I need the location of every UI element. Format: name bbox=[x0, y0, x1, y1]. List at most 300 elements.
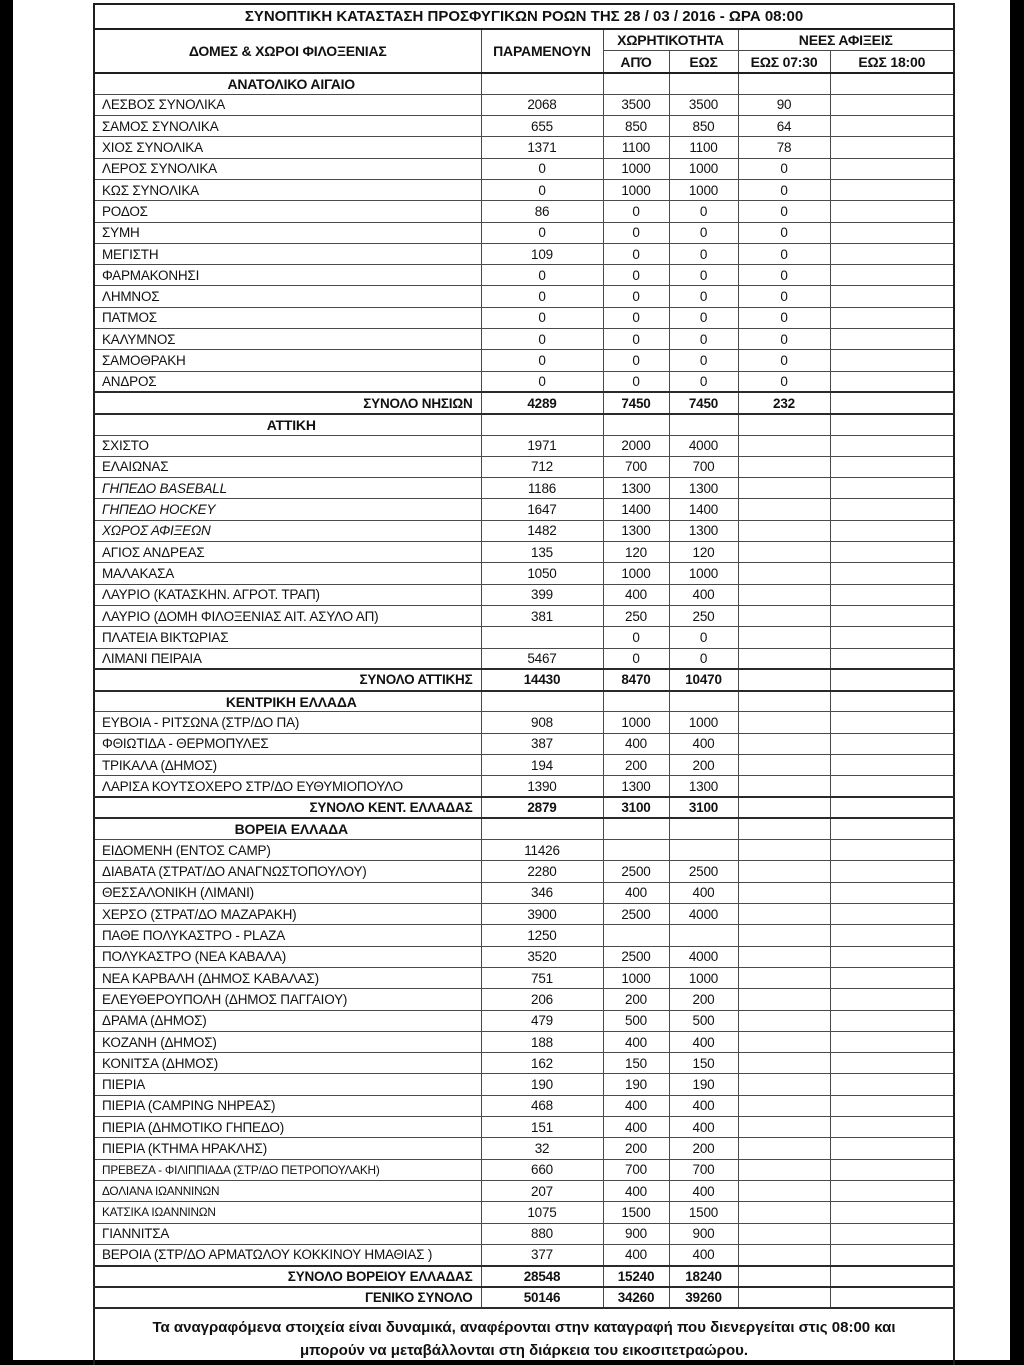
remaining-cell: 655 bbox=[481, 116, 603, 137]
arrivals-1800-cell bbox=[830, 691, 954, 712]
capacity-from-cell: 400 bbox=[603, 1095, 669, 1116]
table-row bbox=[94, 967, 954, 988]
total-row bbox=[94, 1266, 954, 1287]
capacity-from-cell: 200 bbox=[603, 1138, 669, 1159]
arrivals-1800-cell bbox=[830, 712, 954, 733]
remaining-cell: 32 bbox=[481, 1138, 603, 1159]
grand-total-row bbox=[94, 1287, 954, 1308]
arrivals-1800-cell bbox=[830, 946, 954, 967]
table-row bbox=[94, 882, 954, 903]
capacity-from-cell: 0 bbox=[603, 329, 669, 350]
site-name-cell: ΠΙΕΡΙΑ (CAMPING ΝΗΡΕΑΣ) bbox=[94, 1095, 481, 1116]
remaining-cell: 1371 bbox=[481, 137, 603, 158]
site-name-cell: ΛΑΡΙΣΑ ΚΟΥΤΣΟΧΕΡΟ ΣΤΡ/ΔΟ ΕΥΘΥΜΙΟΠΟΥΛΟ bbox=[94, 776, 481, 797]
table-row bbox=[94, 840, 954, 861]
capacity-from-cell: 0 bbox=[603, 371, 669, 392]
capacity-to-cell: 7450 bbox=[669, 392, 738, 413]
arrivals-1800-cell bbox=[830, 350, 954, 371]
capacity-from-cell: 400 bbox=[603, 1180, 669, 1201]
section-header-row bbox=[94, 414, 954, 435]
capacity-to-cell: 200 bbox=[669, 989, 738, 1010]
arrivals-0730-cell bbox=[738, 499, 830, 520]
arrivals-0730-cell bbox=[738, 776, 830, 797]
site-name-cell: ΓΗΠΕΔΟ BASEBALL bbox=[94, 478, 481, 499]
site-name-cell: ΕΛΑΙΩΝΑΣ bbox=[94, 456, 481, 477]
site-name-cell: ΠΟΛΥΚΑΣΤΡΟ (ΝΕΑ ΚΑΒΑΛΑ) bbox=[94, 946, 481, 967]
remaining-cell: 3520 bbox=[481, 946, 603, 967]
site-name-cell: ΝΕΑ ΚΑΡΒΑΛΗ (ΔΗΜΟΣ ΚΑΒΑΛΑΣ) bbox=[94, 967, 481, 988]
remaining-cell: 1250 bbox=[481, 925, 603, 946]
table-row bbox=[94, 584, 954, 605]
site-name-cell: ΛΙΜΑΝΙ ΠΕΙΡΑΙΑ bbox=[94, 648, 481, 669]
arrivals-0730-cell bbox=[738, 1138, 830, 1159]
arrivals-1800-cell bbox=[830, 137, 954, 158]
remaining-cell: 190 bbox=[481, 1074, 603, 1095]
site-name-cell: ΚΟΖΑΝΗ (ΔΗΜΟΣ) bbox=[94, 1031, 481, 1052]
remaining-cell: 479 bbox=[481, 1010, 603, 1031]
remaining-cell: 1482 bbox=[481, 520, 603, 541]
capacity-from-cell: 3500 bbox=[603, 94, 669, 115]
arrivals-1800-cell bbox=[830, 265, 954, 286]
capacity-to-cell: 190 bbox=[669, 1074, 738, 1095]
capacity-to-cell: 18240 bbox=[669, 1266, 738, 1287]
capacity-from-cell: 120 bbox=[603, 542, 669, 563]
arrivals-1800-cell bbox=[830, 669, 954, 690]
arrivals-0730-cell bbox=[738, 605, 830, 626]
remaining-cell: 0 bbox=[481, 158, 603, 179]
capacity-to-cell: 3100 bbox=[669, 797, 738, 818]
site-name-cell: ΛΕΡΟΣ ΣΥΝΟΛΙΚΑ bbox=[94, 158, 481, 179]
arrivals-1800-cell bbox=[830, 1095, 954, 1116]
capacity-from-cell: 400 bbox=[603, 882, 669, 903]
arrivals-0730-cell bbox=[738, 584, 830, 605]
site-name-cell: ΑΤΤΙΚΗ bbox=[94, 414, 481, 435]
capacity-from-cell: 1000 bbox=[603, 179, 669, 200]
arrivals-1800-cell bbox=[830, 904, 954, 925]
remaining-cell: 0 bbox=[481, 265, 603, 286]
arrivals-0730-cell: 64 bbox=[738, 116, 830, 137]
capacity-from-cell: 1500 bbox=[603, 1202, 669, 1223]
arrivals-1800-cell bbox=[830, 1244, 954, 1265]
capacity-from-cell: 900 bbox=[603, 1223, 669, 1244]
capacity-from-cell: 8470 bbox=[603, 669, 669, 690]
arrivals-0730-cell bbox=[738, 1287, 830, 1308]
site-name-cell: ΔΙΑΒΑΤΑ (ΣΤΡΑΤ/ΔΟ ΑΝΑΓΝΩΣΤΟΠΟΥΛΟΥ) bbox=[94, 861, 481, 882]
arrivals-0730-cell bbox=[738, 73, 830, 94]
arrivals-0730-cell bbox=[738, 1095, 830, 1116]
capacity-from-cell: 400 bbox=[603, 1117, 669, 1138]
site-name-cell: ΛΑΥΡΙΟ (ΔΟΜΗ ΦΙΛΟΞΕΝΙΑΣ ΑΙΤ. ΑΣΥΛΟ ΑΠ) bbox=[94, 605, 481, 626]
arrivals-0730-cell bbox=[738, 967, 830, 988]
table-row bbox=[94, 989, 954, 1010]
remaining-cell: 0 bbox=[481, 307, 603, 328]
arrivals-0730-cell bbox=[738, 1244, 830, 1265]
arrivals-0730-cell: 0 bbox=[738, 329, 830, 350]
capacity-to-cell: 400 bbox=[669, 1244, 738, 1265]
capacity-to-cell: 0 bbox=[669, 307, 738, 328]
remaining-cell: 3900 bbox=[481, 904, 603, 925]
site-name-cell: ΣΑΜΟΘΡΑΚΗ bbox=[94, 350, 481, 371]
capacity-to-cell: 1500 bbox=[669, 1202, 738, 1223]
capacity-from-cell: 700 bbox=[603, 456, 669, 477]
arrivals-0730-cell bbox=[738, 1031, 830, 1052]
arrivals-1800-cell bbox=[830, 329, 954, 350]
site-name-cell: ΕΙΔΟΜΕΝΗ (ΕΝΤΟΣ CAMP) bbox=[94, 840, 481, 861]
table-row bbox=[94, 776, 954, 797]
arrivals-0730-cell bbox=[738, 904, 830, 925]
site-name-cell: ΠΙΕΡΙΑ (ΚΤΗΜΑ ΗΡΑΚΛΗΣ) bbox=[94, 1138, 481, 1159]
arrivals-0730-cell bbox=[738, 563, 830, 584]
remaining-cell: 880 bbox=[481, 1223, 603, 1244]
capacity-from-cell: 2500 bbox=[603, 904, 669, 925]
arrivals-1800-cell bbox=[830, 73, 954, 94]
table-row bbox=[94, 1053, 954, 1074]
remaining-cell bbox=[481, 414, 603, 435]
capacity-to-cell: 0 bbox=[669, 350, 738, 371]
capacity-to-cell: 400 bbox=[669, 1031, 738, 1052]
capacity-from-cell: 0 bbox=[603, 648, 669, 669]
arrivals-0730-cell bbox=[738, 818, 830, 839]
site-name-cell: ΦΑΡΜΑΚΟΝΗΣΙ bbox=[94, 265, 481, 286]
capacity-from-cell bbox=[603, 73, 669, 94]
arrivals-0730-cell bbox=[738, 733, 830, 754]
arrivals-1800-cell bbox=[830, 1053, 954, 1074]
total-row bbox=[94, 797, 954, 818]
arrivals-0730-cell bbox=[738, 755, 830, 776]
remaining-cell: 194 bbox=[481, 755, 603, 776]
arrivals-0730-cell: 0 bbox=[738, 371, 830, 392]
site-name-cell: ΓΙΑΝΝΙΤΣΑ bbox=[94, 1223, 481, 1244]
capacity-to-cell: 0 bbox=[669, 201, 738, 222]
capacity-from-cell bbox=[603, 414, 669, 435]
site-name-cell: ΛΕΣΒΟΣ ΣΥΝΟΛΙΚΑ bbox=[94, 94, 481, 115]
arrivals-1800-cell bbox=[830, 478, 954, 499]
site-name-cell: ΠΑΘΕ ΠΟΛΥΚΑΣΤΡΟ - PLAZA bbox=[94, 925, 481, 946]
remaining-cell: 1971 bbox=[481, 435, 603, 456]
arrivals-0730-cell bbox=[738, 691, 830, 712]
site-name-cell: ΕΥΒΟΙΑ - ΡΙΤΣΩΝΑ (ΣΤΡ/ΔΟ ΠΑ) bbox=[94, 712, 481, 733]
arrivals-1800-cell bbox=[830, 1138, 954, 1159]
site-name-cell: ΦΘΙΩΤΙΔΑ - ΘΕΡΜΟΠΥΛΕΣ bbox=[94, 733, 481, 754]
arrivals-1800-cell bbox=[830, 456, 954, 477]
arrivals-1800-cell bbox=[830, 371, 954, 392]
arrivals-1800-cell bbox=[830, 1287, 954, 1308]
capacity-from-cell bbox=[603, 925, 669, 946]
arrivals-1800-cell bbox=[830, 797, 954, 818]
site-name-cell: ΔΟΛΙΑΝΑ ΙΩΑΝΝΙΝΩΝ bbox=[94, 1180, 481, 1201]
arrivals-1800-cell bbox=[830, 967, 954, 988]
remaining-cell: 399 bbox=[481, 584, 603, 605]
table-row bbox=[94, 179, 954, 200]
table-row bbox=[94, 946, 954, 967]
arrivals-1800-cell bbox=[830, 94, 954, 115]
table-row bbox=[94, 243, 954, 264]
arrivals-0730-cell: 0 bbox=[738, 243, 830, 264]
site-name-cell: ΧΩΡΟΣ ΑΦΙΞΕΩΝ bbox=[94, 520, 481, 541]
remaining-cell: 1050 bbox=[481, 563, 603, 584]
arrivals-0730-cell bbox=[738, 478, 830, 499]
arrivals-0730-cell: 0 bbox=[738, 158, 830, 179]
capacity-to-cell: 1400 bbox=[669, 499, 738, 520]
arrivals-0730-cell bbox=[738, 520, 830, 541]
remaining-cell: 207 bbox=[481, 1180, 603, 1201]
capacity-from-cell bbox=[603, 840, 669, 861]
capacity-from-cell: 400 bbox=[603, 733, 669, 754]
arrivals-1800-cell bbox=[830, 1159, 954, 1180]
capacity-from-cell: 2500 bbox=[603, 861, 669, 882]
table-row bbox=[94, 1223, 954, 1244]
arrivals-1800-cell bbox=[830, 989, 954, 1010]
footnote-row bbox=[94, 1308, 954, 1365]
col-header-structures: ΔΟΜΕΣ & ΧΩΡΟΙ ΦΙΛΟΞΕΝΙΑΣ bbox=[94, 29, 481, 73]
capacity-to-cell: 10470 bbox=[669, 669, 738, 690]
arrivals-1800-cell bbox=[830, 1031, 954, 1052]
capacity-to-cell: 400 bbox=[669, 584, 738, 605]
remaining-cell: 2068 bbox=[481, 94, 603, 115]
remaining-cell: 5467 bbox=[481, 648, 603, 669]
arrivals-0730-cell bbox=[738, 1159, 830, 1180]
capacity-to-cell: 1000 bbox=[669, 179, 738, 200]
table-row bbox=[94, 712, 954, 733]
table-row bbox=[94, 1202, 954, 1223]
table-row bbox=[94, 222, 954, 243]
table-row bbox=[94, 542, 954, 563]
arrivals-0730-cell bbox=[738, 712, 830, 733]
site-name-cell: ΣΥΝΟΛΟ ΑΤΤΙΚΗΣ bbox=[94, 669, 481, 690]
table-row bbox=[94, 94, 954, 115]
site-name-cell: ΧΙΟΣ ΣΥΝΟΛΙΚΑ bbox=[94, 137, 481, 158]
capacity-to-cell: 1000 bbox=[669, 712, 738, 733]
remaining-cell: 712 bbox=[481, 456, 603, 477]
arrivals-1800-cell bbox=[830, 286, 954, 307]
capacity-to-cell: 1000 bbox=[669, 563, 738, 584]
remaining-cell: 151 bbox=[481, 1117, 603, 1138]
site-name-cell: ΓΗΠΕΔΟ HOCKEY bbox=[94, 499, 481, 520]
capacity-to-cell: 0 bbox=[669, 648, 738, 669]
capacity-from-cell: 1000 bbox=[603, 712, 669, 733]
table-row bbox=[94, 520, 954, 541]
remaining-cell bbox=[481, 627, 603, 648]
arrivals-1800-cell bbox=[830, 776, 954, 797]
arrivals-1800-cell bbox=[830, 392, 954, 413]
site-name-cell: ΚΕΝΤΡΙΚΗ ΕΛΛΑΔΑ bbox=[94, 691, 481, 712]
capacity-from-cell: 1300 bbox=[603, 776, 669, 797]
capacity-from-cell: 1400 bbox=[603, 499, 669, 520]
site-name-cell: ΛΗΜΝΟΣ bbox=[94, 286, 481, 307]
capacity-from-cell: 0 bbox=[603, 627, 669, 648]
capacity-to-cell: 1300 bbox=[669, 520, 738, 541]
capacity-from-cell: 0 bbox=[603, 350, 669, 371]
table-row bbox=[94, 1010, 954, 1031]
arrivals-0730-cell bbox=[738, 925, 830, 946]
remaining-cell: 14430 bbox=[481, 669, 603, 690]
col-header-capacity-from: ΑΠΌ bbox=[603, 51, 669, 74]
remaining-cell: 188 bbox=[481, 1031, 603, 1052]
site-name-cell: ΣΥΝΟΛΟ ΝΗΣΙΩΝ bbox=[94, 392, 481, 413]
capacity-from-cell: 7450 bbox=[603, 392, 669, 413]
capacity-to-cell bbox=[669, 840, 738, 861]
table-row bbox=[94, 904, 954, 925]
arrivals-0730-cell bbox=[738, 1074, 830, 1095]
remaining-cell: 0 bbox=[481, 286, 603, 307]
remaining-cell: 11426 bbox=[481, 840, 603, 861]
arrivals-0730-cell bbox=[738, 542, 830, 563]
remaining-cell: 0 bbox=[481, 222, 603, 243]
arrivals-1800-cell bbox=[830, 499, 954, 520]
remaining-cell: 86 bbox=[481, 201, 603, 222]
arrivals-1800-cell bbox=[830, 116, 954, 137]
total-row bbox=[94, 669, 954, 690]
table-row bbox=[94, 201, 954, 222]
table-row bbox=[94, 137, 954, 158]
arrivals-1800-cell bbox=[830, 1180, 954, 1201]
site-name-cell: ΒΟΡΕΙΑ ΕΛΛΑΔΑ bbox=[94, 818, 481, 839]
capacity-from-cell: 0 bbox=[603, 307, 669, 328]
arrivals-0730-cell bbox=[738, 1180, 830, 1201]
capacity-to-cell: 0 bbox=[669, 371, 738, 392]
capacity-to-cell: 850 bbox=[669, 116, 738, 137]
arrivals-1800-cell bbox=[830, 861, 954, 882]
arrivals-0730-cell bbox=[738, 861, 830, 882]
capacity-to-cell: 2500 bbox=[669, 861, 738, 882]
col-header-until-0730: ΕΩΣ 07:30 bbox=[738, 51, 830, 74]
capacity-to-cell: 3500 bbox=[669, 94, 738, 115]
remaining-cell: 0 bbox=[481, 350, 603, 371]
arrivals-0730-cell: 0 bbox=[738, 179, 830, 200]
col-header-capacity: ΧΩΡΗΤΙΚΟΤΗΤΑ bbox=[603, 29, 738, 51]
arrivals-1800-cell bbox=[830, 648, 954, 669]
table-row bbox=[94, 265, 954, 286]
table-row bbox=[94, 605, 954, 626]
arrivals-0730-cell bbox=[738, 669, 830, 690]
table-row bbox=[94, 1244, 954, 1265]
capacity-to-cell: 1300 bbox=[669, 776, 738, 797]
remaining-cell: 468 bbox=[481, 1095, 603, 1116]
remaining-cell: 206 bbox=[481, 989, 603, 1010]
capacity-from-cell: 1000 bbox=[603, 967, 669, 988]
arrivals-0730-cell: 0 bbox=[738, 350, 830, 371]
remaining-cell: 28548 bbox=[481, 1266, 603, 1287]
section-header-row bbox=[94, 818, 954, 839]
table-row bbox=[94, 350, 954, 371]
capacity-from-cell: 700 bbox=[603, 1159, 669, 1180]
capacity-from-cell: 400 bbox=[603, 1244, 669, 1265]
capacity-from-cell: 850 bbox=[603, 116, 669, 137]
capacity-from-cell bbox=[603, 818, 669, 839]
remaining-cell: 2879 bbox=[481, 797, 603, 818]
capacity-to-cell: 0 bbox=[669, 265, 738, 286]
site-name-cell: ΑΝΑΤΟΛΙΚΟ ΑΙΓΑΙΟ bbox=[94, 73, 481, 94]
capacity-from-cell: 3100 bbox=[603, 797, 669, 818]
arrivals-0730-cell bbox=[738, 840, 830, 861]
arrivals-1800-cell bbox=[830, 584, 954, 605]
arrivals-0730-cell: 90 bbox=[738, 94, 830, 115]
capacity-from-cell: 2000 bbox=[603, 435, 669, 456]
table-row bbox=[94, 861, 954, 882]
refugee-flows-table bbox=[93, 3, 955, 1365]
table-row bbox=[94, 648, 954, 669]
arrivals-0730-cell bbox=[738, 1010, 830, 1031]
capacity-to-cell: 4000 bbox=[669, 946, 738, 967]
arrivals-0730-cell: 0 bbox=[738, 222, 830, 243]
capacity-from-cell: 0 bbox=[603, 201, 669, 222]
site-name-cell: ΠΡΕΒΕΖΑ - ΦΙΛΙΠΠΙΑΔΑ (ΣΤΡ/ΔΟ ΠΕΤΡΟΠΟΥΛΑΚΗ) bbox=[94, 1159, 481, 1180]
arrivals-1800-cell bbox=[830, 158, 954, 179]
capacity-to-cell: 120 bbox=[669, 542, 738, 563]
site-name-cell: ΠΛΑΤΕΙΑ ΒΙΚΤΩΡΙΑΣ bbox=[94, 627, 481, 648]
arrivals-0730-cell bbox=[738, 797, 830, 818]
total-row bbox=[94, 392, 954, 413]
site-name-cell: ΡΟΔΟΣ bbox=[94, 201, 481, 222]
remaining-cell: 1075 bbox=[481, 1202, 603, 1223]
table-row bbox=[94, 499, 954, 520]
arrivals-0730-cell bbox=[738, 1053, 830, 1074]
site-name-cell: ΣΧΙΣΤΟ bbox=[94, 435, 481, 456]
site-name-cell: ΑΝΔΡΟΣ bbox=[94, 371, 481, 392]
arrivals-1800-cell bbox=[830, 520, 954, 541]
col-header-new-arrivals: ΝΕΕΣ ΑΦΙΞΕΙΣ bbox=[738, 29, 954, 51]
site-name-cell: ΘΕΣΣΑΛΟΝΙΚΗ (ΛΙΜΑΝΙ) bbox=[94, 882, 481, 903]
remaining-cell: 1186 bbox=[481, 478, 603, 499]
capacity-to-cell: 0 bbox=[669, 627, 738, 648]
site-name-cell: ΚΑΤΣΙΚΑ ΙΩΑΝΝΙΝΩΝ bbox=[94, 1202, 481, 1223]
site-name-cell: ΤΡΙΚΑΛΑ (ΔΗΜΟΣ) bbox=[94, 755, 481, 776]
capacity-from-cell: 200 bbox=[603, 989, 669, 1010]
arrivals-0730-cell bbox=[738, 946, 830, 967]
capacity-from-cell: 250 bbox=[603, 605, 669, 626]
arrivals-0730-cell: 0 bbox=[738, 201, 830, 222]
arrivals-0730-cell: 0 bbox=[738, 286, 830, 307]
capacity-from-cell: 34260 bbox=[603, 1287, 669, 1308]
arrivals-0730-cell bbox=[738, 1266, 830, 1287]
title-row bbox=[94, 4, 954, 29]
site-name-cell: ΣΥΜΗ bbox=[94, 222, 481, 243]
table-row bbox=[94, 456, 954, 477]
table-row bbox=[94, 307, 954, 328]
capacity-to-cell: 1000 bbox=[669, 158, 738, 179]
site-name-cell: ΣΑΜΟΣ ΣΥΝΟΛΙΚΑ bbox=[94, 116, 481, 137]
site-name-cell: ΒΕΡΟΙΑ (ΣΤΡ/ΔΟ ΑΡΜΑΤΩΛΟΥ ΚΟΚΚΙΝΟΥ ΗΜΑΘΙΑΣ ) bbox=[94, 1244, 481, 1265]
arrivals-0730-cell bbox=[738, 648, 830, 669]
remaining-cell: 751 bbox=[481, 967, 603, 988]
remaining-cell: 0 bbox=[481, 179, 603, 200]
arrivals-0730-cell bbox=[738, 1117, 830, 1138]
table-row bbox=[94, 158, 954, 179]
arrivals-1800-cell bbox=[830, 840, 954, 861]
site-name-cell: ΜΕΓΙΣΤΗ bbox=[94, 243, 481, 264]
capacity-from-cell: 2500 bbox=[603, 946, 669, 967]
section-header-row bbox=[94, 691, 954, 712]
capacity-to-cell: 1100 bbox=[669, 137, 738, 158]
capacity-to-cell: 700 bbox=[669, 456, 738, 477]
table-row bbox=[94, 329, 954, 350]
capacity-from-cell: 1100 bbox=[603, 137, 669, 158]
capacity-from-cell: 1000 bbox=[603, 158, 669, 179]
capacity-to-cell bbox=[669, 925, 738, 946]
capacity-from-cell: 400 bbox=[603, 584, 669, 605]
capacity-to-cell: 1300 bbox=[669, 478, 738, 499]
remaining-cell bbox=[481, 818, 603, 839]
table-row bbox=[94, 116, 954, 137]
site-name-cell: ΚΩΣ ΣΥΝΟΛΙΚΑ bbox=[94, 179, 481, 200]
scan-edge-left bbox=[0, 0, 13, 1365]
site-name-cell: ΠΙΕΡΙΑ bbox=[94, 1074, 481, 1095]
remaining-cell: 2280 bbox=[481, 861, 603, 882]
arrivals-1800-cell bbox=[830, 1010, 954, 1031]
site-name-cell: ΚΑΛΥΜΝΟΣ bbox=[94, 329, 481, 350]
arrivals-1800-cell bbox=[830, 542, 954, 563]
arrivals-1800-cell bbox=[830, 414, 954, 435]
